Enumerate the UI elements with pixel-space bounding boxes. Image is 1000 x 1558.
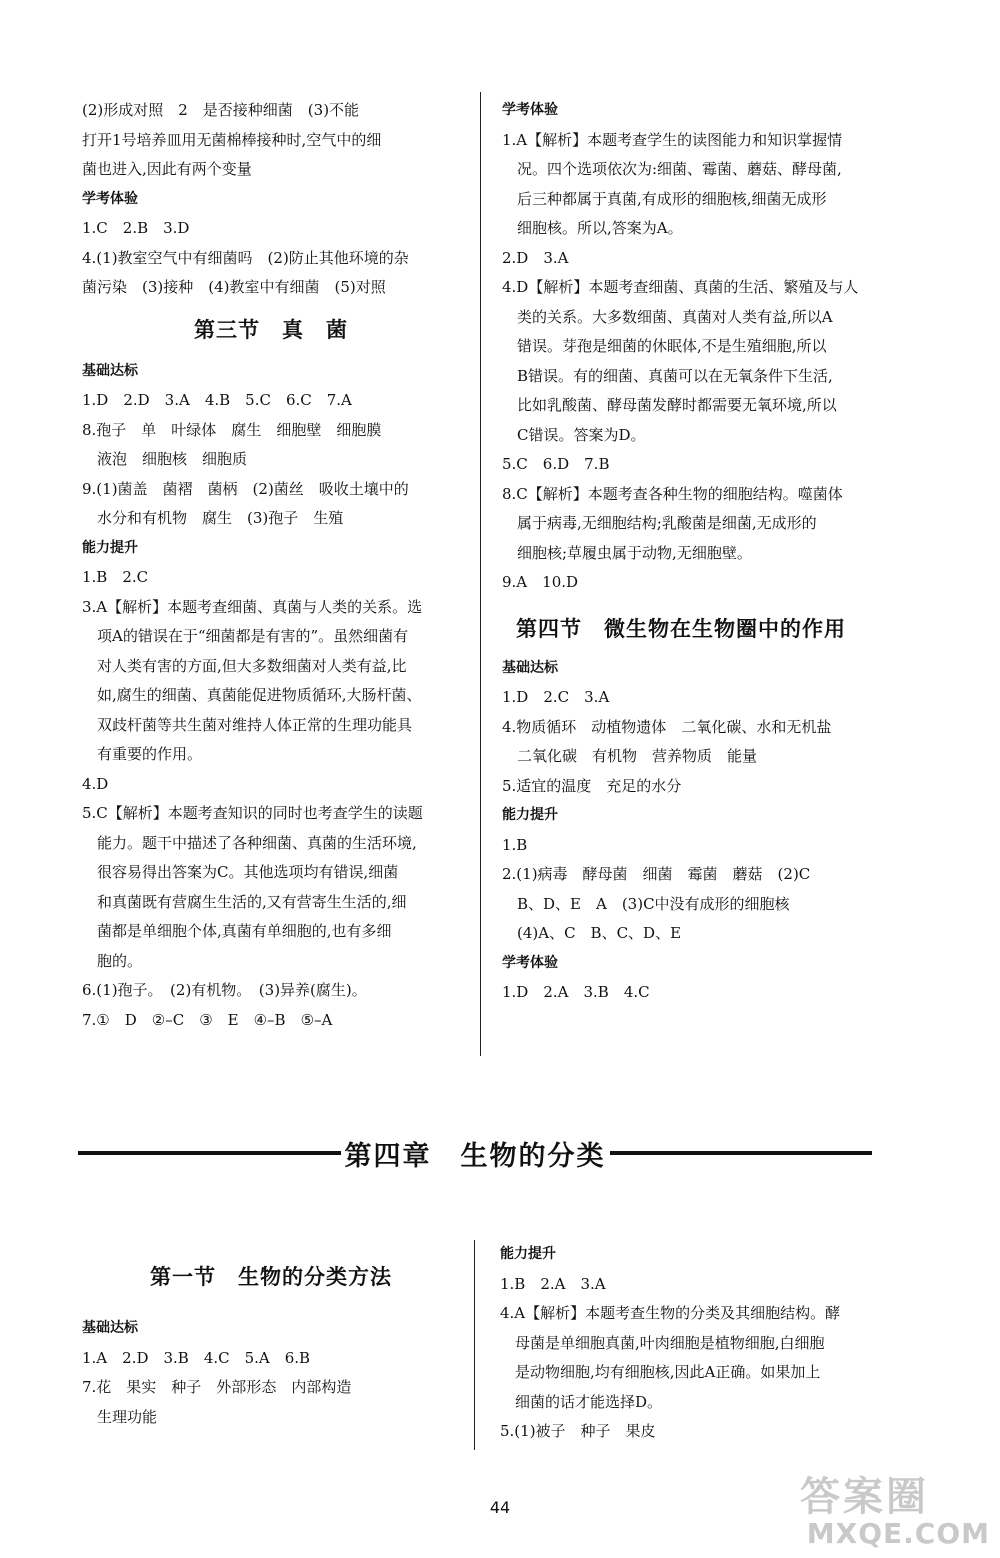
section-heading-jichu: 基础达标 (82, 1320, 138, 1336)
answer-line: 2.(1)病毒 酵母菌 细菌 霉菌 蘑菇 (2)C (502, 865, 811, 883)
answer-line: 4.A【解析】本题考查生物的分类及其细胞结构。酵 (500, 1304, 841, 1322)
section-heading-xuekao: 学考体验 (82, 190, 138, 207)
column-divider-bottom (474, 1240, 475, 1450)
answer-line: 5.C【解析】本题考查知识的同时也考查学生的读题 (82, 804, 423, 822)
nengli-answers (502, 831, 882, 949)
answer-line: 6.(1)孢子。 (2)有机物。 (3)异养(腐生)。 (82, 981, 367, 999)
top-left-column (82, 96, 460, 1035)
bottom-left-column (82, 1262, 460, 1432)
answer-line: 后三种都属于真菌,有成形的细胞核,细菌无成形 (502, 189, 827, 208)
answer-line: 1.D 2.C 3.A (502, 688, 610, 706)
answer-line: 3.A【解析】本题考查细菌、真菌与人类的关系。选 (82, 597, 423, 616)
bottom-right-column (500, 1240, 880, 1447)
xuekao-answers-2 (502, 978, 882, 1008)
answer-line: 1.D 2.A 3.B 4.C (502, 983, 650, 1001)
section-title-classification: 第一节 生物的分类方法 (150, 1265, 392, 1289)
answer-line: 9.A 10.D (502, 573, 579, 591)
page-number: 44 (489, 1498, 511, 1517)
answer-line: 项A的错误在于“细菌都是有害的”。虽然细菌有 (82, 627, 409, 645)
answer-line: 细胞核。所以,答案为A。 (502, 219, 683, 237)
jichu-answers (82, 1344, 460, 1433)
answer-line: 2.D 3.A (502, 248, 569, 267)
chapter-title: 第四章 生物的分类 (344, 1140, 606, 1172)
answer-line: 1.A 2.D 3.B 4.C 5.A 6.B (82, 1348, 311, 1367)
answer-line: C错误。答案为D。 (502, 425, 646, 444)
answer-line: 4.D【解析】本题考查细菌、真菌的生活、繁殖及与人 (502, 278, 859, 296)
answer-line: 水分和有机物 腐生 (3)孢子 生殖 (82, 509, 344, 527)
answer-line: 1.B 2.C (82, 568, 149, 586)
answer-line: 4.(1)教室空气中有细菌吗 (2)防止其他环境的杂 (82, 248, 409, 267)
answer-line: 双歧杆菌等共生菌对维持人体正常的生理功能具 (82, 715, 413, 734)
section-heading-nengli: 能力提升 (82, 539, 138, 556)
watermark-logo (800, 1475, 990, 1555)
answer-line: 如,腐生的细菌、真菌能促进物质循环,大肠杆菌、 (82, 686, 422, 704)
answer-line: 7.花 果实 种子 外部形态 内部构造 (82, 1378, 352, 1396)
watermark-line-1: 答案圈 (800, 1474, 929, 1520)
answer-line: 和真菌既有营腐生生活的,又有营寄生生活的,细 (82, 892, 407, 911)
nengli-answers (82, 563, 460, 1035)
answer-line: 类的关系。大多数细菌、真菌对人类有益,所以A (502, 307, 833, 326)
section-heading-xuekao-2: 学考体验 (502, 954, 558, 971)
answer-line: B、D、E A (3)C中没有成形的细胞核 (502, 894, 790, 913)
answer-line: 生理功能 (82, 1407, 158, 1426)
top-right-column (502, 96, 882, 1008)
answer-line: 5.(1)被子 种子 果皮 (500, 1422, 656, 1440)
answer-line: 母菌是单细胞真菌,叶肉细胞是植物细胞,白细胞 (500, 1333, 825, 1352)
answer-line: 5.C 6.D 7.B (502, 455, 610, 473)
section-heading-jichu: 基础达标 (82, 362, 138, 379)
chapter-rule-left (78, 1151, 341, 1155)
answer-line: 1.B (502, 835, 528, 854)
watermark-line-2: MXQE.COM (806, 1517, 990, 1550)
section-heading-nengli: 能力提升 (502, 807, 558, 823)
column-divider-top (480, 92, 481, 1056)
nengli-answers (500, 1270, 880, 1447)
answer-line: 胞的。 (82, 951, 143, 970)
section-heading-jichu: 基础达标 (502, 659, 558, 676)
section-heading-nengli: 能力提升 (500, 1246, 556, 1262)
chapter-rule-right (610, 1151, 873, 1155)
answer-line: 8.孢子 单 叶绿体 腐生 细胞壁 细胞膜 (82, 420, 382, 439)
answer-line: 4.物质循环 动植物遗体 二氧化碳、水和无机盐 (502, 717, 832, 736)
answer-line: 况。四个选项依次为:细菌、霉菌、蘑菇、酵母菌, (502, 160, 842, 178)
answer-line: (4)A、C B、C、D、E (502, 924, 682, 942)
answer-line: 对人类有害的方面,但大多数细菌对人类有益,比 (82, 656, 407, 675)
answer-line: 1.D 2.D 3.A 4.B 5.C 6.C 7.A (82, 391, 352, 409)
continued-answers (82, 96, 460, 185)
answer-line: 液泡 细胞核 细胞质 (82, 450, 248, 468)
answer-line: B错误。有的细菌、真菌可以在无氧条件下生活, (502, 366, 833, 385)
section-title-fungi: 第三节 真 菌 (194, 317, 348, 342)
answer-line: 是动物细胞,均有细胞核,因此A正确。如果加上 (500, 1363, 821, 1381)
jichu-answers (502, 683, 882, 801)
answer-line: 菌也进入,因此有两个变量 (82, 160, 252, 178)
xuekao-answers (502, 126, 882, 598)
answer-line: 细胞核;草履虫属于动物,无细胞壁。 (502, 543, 752, 562)
section-heading-xuekao: 学考体验 (502, 102, 558, 118)
answer-line: 1.B 2.A 3.A (500, 1274, 606, 1293)
xuekao-answers (82, 214, 460, 303)
answer-line: 错误。芽孢是细菌的休眠体,不是生殖细胞,所以 (502, 337, 827, 355)
answer-line: 比如乳酸菌、酵母菌发酵时都需要无氧环境,所以 (502, 396, 837, 414)
answer-line: 4.D (82, 774, 109, 793)
jichu-answers (82, 386, 460, 534)
answer-line: 二氧化碳 有机物 营养物质 能量 (502, 747, 758, 765)
section-title-microbes: 第四节 微生物在生物圈中的作用 (516, 616, 846, 641)
answer-line: 1.A【解析】本题考查学生的读图能力和知识掌握情 (502, 130, 843, 149)
answer-line: 菌都是单细胞个体,真菌有单细胞的,也有多细 (82, 922, 392, 940)
answer-line: 1.C 2.B 3.D (82, 219, 190, 237)
answer-line: 7.① D ②–C ③ E ④–B ⑤–A (82, 1010, 333, 1029)
answer-line: 有重要的作用。 (82, 745, 203, 763)
answer-line: 8.C【解析】本题考查各种生物的细胞结构。噬菌体 (502, 484, 843, 503)
answer-line: 5.适宜的温度 充足的水分 (502, 776, 682, 795)
answer-line: 菌污染 (3)接种 (4)教室中有细菌 (5)对照 (82, 278, 386, 296)
answer-line: 属于病毒,无细胞结构;乳酸菌是细菌,无成形的 (502, 514, 817, 532)
answer-line: 细菌的话才能选择D。 (500, 1392, 663, 1411)
answer-line: 很容易得出答案为C。其他选项均有错误,细菌 (82, 863, 399, 881)
answer-line: 9.(1)菌盖 菌褶 菌柄 (2)菌丝 吸收土壤中的 (82, 479, 409, 498)
answer-line: 打开1号培养皿用无菌棉棒接种时,空气中的细 (82, 130, 382, 149)
answer-line: (2)形成对照 2 是否接种细菌 (3)不能 (82, 101, 360, 119)
chapter-banner (78, 1133, 872, 1173)
answer-line: 能力。题干中描述了各种细菌、真菌的生活环境, (82, 833, 417, 852)
